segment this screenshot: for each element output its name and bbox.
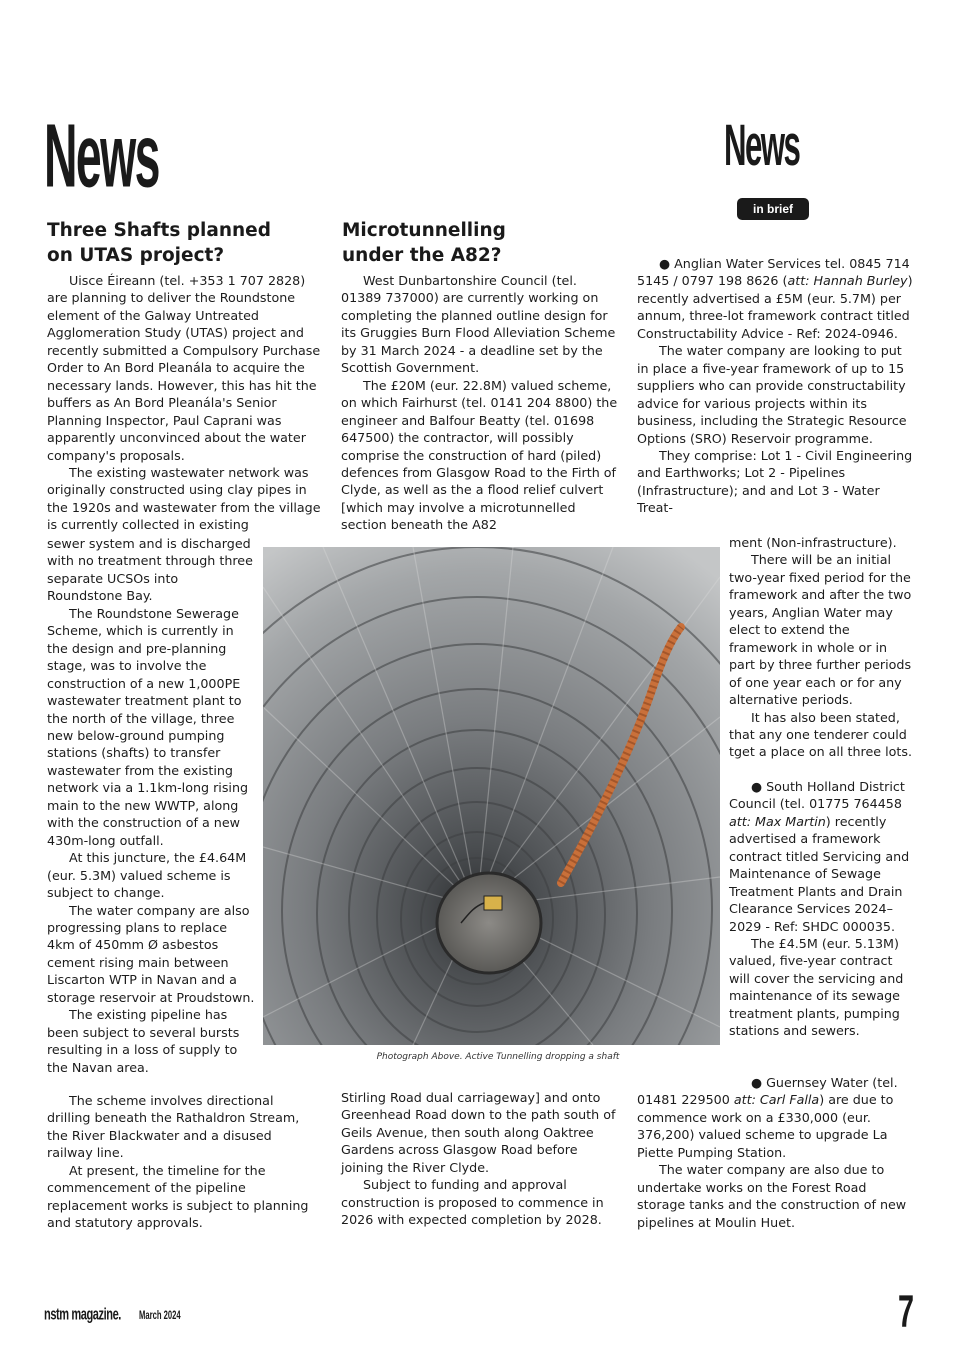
magazine-name: nstm magazine. (44, 1303, 121, 1324)
paragraph: ● Anglian Water Services tel. 0845 714 5145 / 0797 198 8626 (att: Hannah Burley) recently advertised a £5M (eur. 5.7M) per annum, three-lot framework contract titled Constructability Advice - Ref: 2024-0946. (637, 256, 913, 341)
paragraph (729, 778, 917, 935)
paragraph: Subject to funding and approval construction is proposed to commence in 2026 with expected completion by 2028. (341, 1177, 604, 1228)
paragraph: Uisce Éireann (tel. +353 1 707 2828) are planning to deliver the Roundstone element of the Galway Untreated Agglomeration Study (UTAS) project and recently submitted a Compulsory Purchase Order to An Bord Pleanála to acquire the necessary lands. However, this has hit the buffers as An Bord Pleanála's Senior Planning Inspector, Paul Caprani was apparently unconvinced about the water company's proposals. (47, 273, 321, 463)
bullet-intro: ● South Holland District Council (tel. 01775 764458 (729, 778, 905, 812)
contact-name: att: Hannah Burley (787, 273, 908, 289)
bullet-intro: ● Guernsey Water (tel. 01481 229500 (637, 1075, 898, 1108)
issue-date: March 2024 (138, 1308, 181, 1322)
paragraph: The existing wastewater network was originally constructed using clay pipes in the 1920s and wastewater from the village is currently collected in existing (47, 464, 321, 533)
article-a82-headline (342, 218, 622, 268)
paragraph: The scheme involves directional drilling beneath the Rathaldron Stream, the River Blackwater and a disused railway line. (47, 1093, 300, 1161)
paragraph: There will be an initial two-year fixed period for the framework and after the two years, Anglian Water may elect to extend the framework in whole or in part by three further periods of one year each or for any alternative periods. (729, 552, 912, 708)
in-brief-badge: in brief (737, 198, 809, 220)
paragraph: The existing pipeline has been subject to several bursts resulting in a loss of supply to the Navan area. (47, 1007, 240, 1075)
brief-anglian-narrow (729, 534, 917, 1040)
article-utas-body-narrow (47, 535, 257, 1076)
masthead-news-left: News (44, 105, 159, 207)
page-number: 7 (898, 1285, 915, 1337)
paragraph: The water company are also due to undertake works on the Forest Road storage tanks and the construction of new pipelines at Moulin Huet. (637, 1162, 907, 1230)
paragraph: West Dunbartonshire Council (tel. 01389 737000) are currently working on completing the planned outline design for its Gruggies Burn Flood Alleviation Scheme by 31 March 2024 - a deadline set by the Scottish Government. (341, 273, 616, 376)
masthead-news-right: News (724, 114, 800, 178)
article-a82-body-bottom (341, 1089, 621, 1229)
contact-name: att: Max Martin (729, 813, 826, 829)
article-utas-headline (47, 218, 327, 268)
headline-line-1: Microtunnelling (342, 220, 506, 241)
paragraph: The £4.5M (eur. 5.13M) valued, five-year contract will cover the servicing and maintenance of its sewage treatment plants, pumping stations and sewers. (729, 935, 904, 1039)
paragraph: At this juncture, the £4.64M (eur. 5.3M) valued scheme is subject to change. (47, 850, 247, 901)
paragraph: The water company are also progressing plans to replace 4km of 450mm Ø asbestos cement rising main between Liscarton WTP in Navan and a storage reservoir at Proudstown. (47, 902, 255, 1005)
headline-line-1: Three Shafts planned (47, 220, 271, 241)
brief-guernsey-water (637, 1074, 915, 1231)
article-utas-body-top (47, 272, 325, 534)
bullet-rest: ) recently advertised a framework contract titled Servicing and Maintenance of Sewage Treatment Plants and Drain Clearance Services 2024–2029 - Ref: SHDC 000035. (729, 813, 910, 934)
paragraph: Stirling Road dual carriageway] and onto Greenhead Road down to the path south of Geils Avenue, then south along Oaktree Gardens across Glasgow Road before joining the River Clyde. (341, 1090, 616, 1175)
paragraph: The Roundstone Sewerage Scheme, which is currently in the design and pre-planning stage, was to involve the construction of a new 1,000PE wastewater treatment plant to the north of the village, three new below-ground pumping stations (shafts) to transfer wastewater from the existing network via a 1.1km-long rising main to the new WWTP, along with the construction of a new 430m-long outfall. (47, 605, 249, 848)
photo-caption: Photograph Above. Active Tunnelling dropping a shaft (376, 1052, 620, 1062)
paragraph: sewer system and is discharged with no treatment through three separate UCSOs into Roundstone Bay. (47, 536, 253, 604)
headline-line-2: on UTAS project? (47, 245, 225, 266)
paragraph (637, 1074, 915, 1161)
article-a82-body-top (341, 272, 621, 534)
contact-name: att: Carl Falla (733, 1092, 820, 1108)
brief-anglian-water (637, 255, 915, 517)
paragraph: At present, the timeline for the commencement of the pipeline replacement works is subject to planning and statutory approvals. (47, 1162, 309, 1231)
footer-magazine (44, 1305, 188, 1323)
paragraph: It has also been stated, that any one tenderer could tget a place on all three lots. (729, 709, 913, 760)
paragraph: ment (Non-infrastructure). (729, 535, 897, 550)
bullet-intro: ● Anglian Water Services tel. 0845 714 5145 / 0797 198 8626 (637, 256, 910, 289)
shaft-photo (263, 547, 720, 1045)
bullet-rest: ) recently advertised a £5M (eur. 5.7M) per annum, three-lot framework contract titled Constructability Advice - Ref: 2024-0946. (637, 273, 913, 341)
paragraph: The water company are looking to put in place a five-year framework of up to 15 suppliers who can provide constructability advice for various projects within its business, including the Strategic Resource Options (SRO) Reservoir programme. (637, 343, 907, 446)
article-utas-body-bottom (47, 1092, 319, 1232)
headline-line-2: under the A82? (342, 245, 502, 266)
paragraph: They comprise: Lot 1 - Civil Engineering and Earthworks; Lot 2 - Pipelines (Infrastructure); and and Lot 3 - Water Treat- (637, 447, 913, 516)
paragraph: The £20M (eur. 22.8M) valued scheme, on which Fairhurst (tel. 0141 204 8800) the engineer and Balfour Beatty (tel. 01698 647500) the contractor, will possibly comprise the construction of hard (piled) defences from Glasgow Road to the Firth of Clyde, as well as the a flood relief culvert [which may involve a microtunnelled section beneath the A82 (341, 377, 618, 533)
bullet-rest: ) are due to commence work on a £330,000 (eur. 376,200) valued scheme to upgrade La Piette Pumping Station. (637, 1092, 894, 1160)
